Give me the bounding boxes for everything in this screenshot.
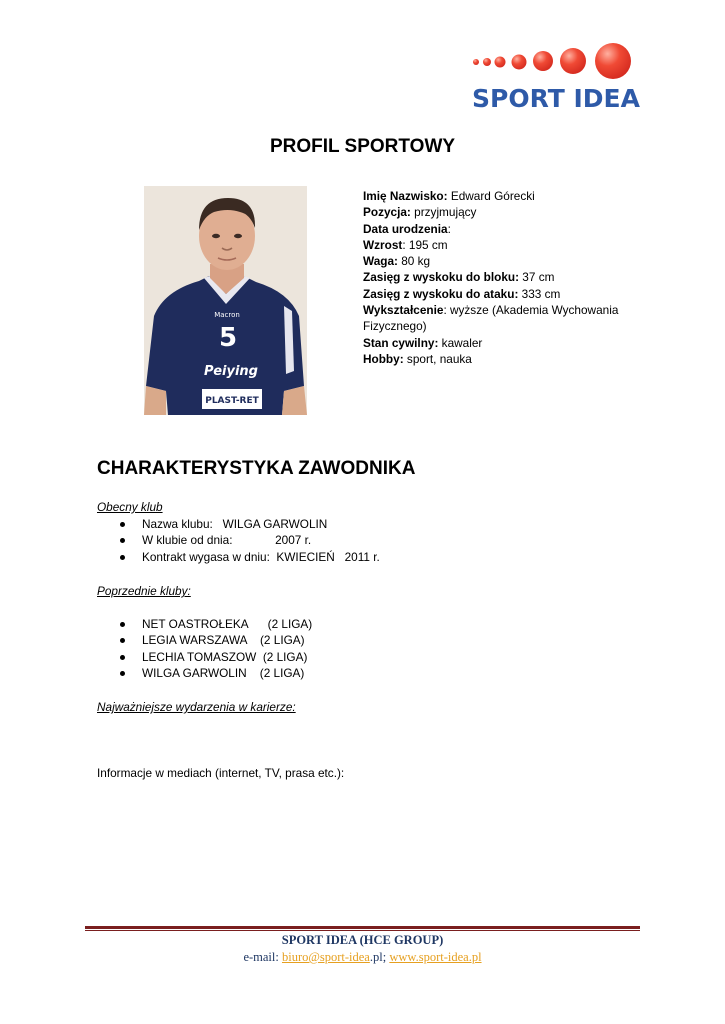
career-heading: Najważniejsze wydarzenia w karierze:: [97, 700, 296, 714]
list-item: WILGA GARWOLIN (2 LIGA): [120, 665, 312, 681]
email-suffix: .pl;: [369, 950, 390, 964]
media-heading: Informacje w mediach (internet, TV, prasa etc.):: [97, 766, 345, 780]
list-item: Kontrakt wygasa w dniu: KWIECIEŃ 2011 r.: [120, 549, 380, 565]
section-title: CHARAKTERYSTYKA ZAWODNIKA: [97, 458, 416, 479]
profile-attack-reach: Zasięg z wyskoku do ataku: 333 cm: [363, 286, 561, 301]
previous-clubs-list: [120, 616, 312, 681]
profile-block-reach: Zasięg z wyskoku do bloku: 37 cm: [363, 270, 555, 285]
list-item: LECHIA TOMASZOW (2 LIGA): [120, 649, 312, 665]
profile-marital-status: Stan cywilny: kawaler: [363, 335, 483, 350]
current-club-list: [120, 516, 380, 565]
website-link[interactable]: www.sport-idea.pl: [389, 950, 482, 964]
footer-title: SPORT IDEA (HCE GROUP): [281, 933, 444, 947]
profile-birthdate: Data urodzenia:: [363, 221, 451, 236]
list-item: NET OASTROŁEKA (2 LIGA): [120, 616, 312, 632]
jersey-brand: Macron: [214, 311, 240, 319]
player-photo-illustration: [144, 186, 307, 415]
footer-rule: [85, 926, 640, 929]
logo-text: SPORT IDEA: [472, 84, 640, 113]
previous-clubs-heading: Poprzednie kluby:: [97, 584, 191, 598]
sport-idea-logo: [470, 40, 640, 112]
player-photo: [144, 186, 307, 415]
profile-weight: Waga: 80 kg: [363, 254, 431, 269]
list-item: LEGIA WARSZAWA (2 LIGA): [120, 632, 312, 648]
footer-contact: [0, 950, 725, 965]
profile-height: Wzrost: 195 cm: [363, 237, 448, 252]
email-prefix: e-mail:: [243, 950, 282, 964]
shorts-sponsor: PLAST-RET: [205, 396, 259, 406]
list-item: Nazwa klubu: WILGA GARWOLIN: [120, 516, 380, 532]
profile-name: Imię Nazwisko: Edward Górecki: [363, 189, 535, 203]
jersey-number: 5: [218, 323, 238, 353]
profile-position: Pozycja: przyjmujący: [363, 205, 477, 220]
email-link[interactable]: biuro@sport-idea: [281, 950, 370, 964]
current-club-heading: Obecny klub: [97, 500, 163, 514]
jersey-sponsor: Peiying: [204, 364, 258, 379]
footer-rule-thin: [85, 930, 640, 931]
list-item: W klubie od dnia: 2007 r.: [120, 532, 380, 548]
page-title: PROFIL SPORTOWY: [269, 136, 456, 157]
profile-education: Wykształcenie: wyższe (Akademia Wychowania Fizycznego): [363, 303, 619, 334]
logo-circles-icon: [470, 40, 640, 88]
profile-hobby: Hobby: sport, nauka: [363, 351, 472, 366]
profile-details: [363, 188, 663, 367]
